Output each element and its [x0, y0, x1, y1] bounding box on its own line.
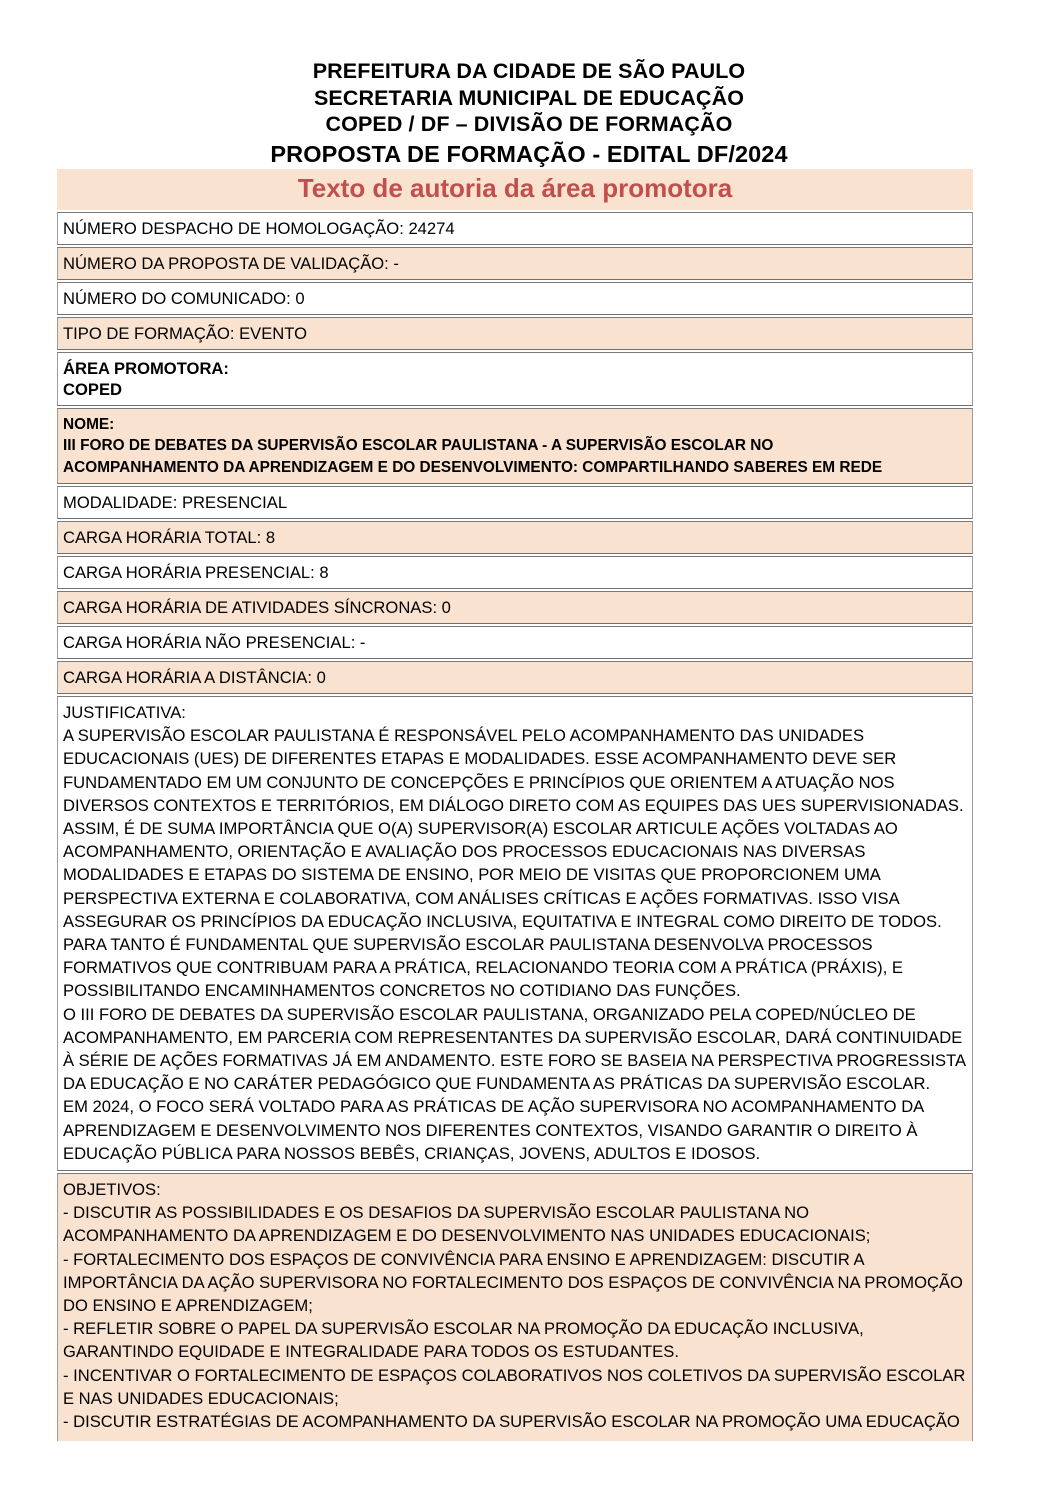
- header-line-proposta: PROPOSTA DE FORMAÇÃO - EDITAL DF/2024: [270, 140, 788, 167]
- document-header: [0, 0, 1058, 169]
- authorship-banner-text: Texto de autoria da área promotora: [297, 172, 733, 203]
- field-area-promotora-label: ÁREA PROMOTORA:: [63, 358, 229, 378]
- field-tipo-formacao: [57, 317, 973, 350]
- justificativa-paragraph-1: A SUPERVISÃO ESCOLAR PAULISTANA É RESPONSÁVEL PELO ACOMPANHAMENTO DAS UNIDADES EDUCACIONAIS (UES) DE DIFERENTES ETAPAS E MODALIDADES. ESSE ACOMPANHAMENTO DEVE SER FUNDAMENTADO EM UM CONJUNTO DE CONCEPÇÕES E PRINCÍPIOS QUE ORIENTEM A ATUAÇÃO NOS DIVERSOS CONTEXTOS E TERRITÓRIOS, EM DIÁLOGO DIRETO COM AS EQUIPES DAS UES SUPERVISIONADAS. ASSIM, É DE SUMA IMPORTÂNCIA QUE O(A) SUPERVISOR(A) ESCOLAR ARTICULE AÇÕES VOLTADAS AO ACOMPANHAMENTO, ORIENTAÇÃO E AVALIAÇÃO DOS PROCESSOS EDUCACIONAIS NAS DIVERSAS MODALIDADES E ETAPAS DO SISTEMA DE ENSINO, POR MEIO DE VISITAS QUE PROPORCIONEM UMA PERSPECTIVA EXTERNA E COLABORATIVA, COM ANÁLISES CRÍTICAS E AÇÕES FORMATIVAS. ISSO VISA ASSEGURAR OS PRINCÍPIOS DA EDUCAÇÃO INCLUSIVA, EQUITATIVA E INTEGRAL COMO DIREITO DE TODOS. PARA TANTO É FUNDAMENTAL QUE SUPERVISÃO ESCOLAR PAULISTANA DESENVOLVA PROCESSOS FORMATIVOS QUE CONTRIBUAM PARA A PRÁTICA, RELACIONANDO TEORIA COM A PRÁTICA (PRÁXIS), E POSSIBILITANDO ENCAMINHAMENTOS CONCRETOS NO COTIDIANO DAS FUNÇÕES.: [63, 726, 968, 1001]
- objetivos-item-2: - FORTALECIMENTO DOS ESPAÇOS DE CONVIVÊNCIA PARA ENSINO E APRENDIZAGEM: DISCUTIR A IMPORTÂNCIA DA AÇÃO SUPERVISORA NO FORTALECIMENTO DOS ESPAÇOS DE CONVIVÊNCIA NA PROMOÇÃO DO ENSINO E APRENDIZAGEM;: [63, 1249, 968, 1316]
- field-area-promotora: [57, 352, 973, 406]
- field-carga-horaria-presencial-text: CARGA HORÁRIA PRESENCIAL: 8: [63, 563, 329, 582]
- field-carga-horaria-distancia: [57, 661, 973, 694]
- justificativa-paragraph-2: O III FORO DE DEBATES DA SUPERVISÃO ESCOLAR PAULISTANA, ORGANIZADO PELA COPED/NÚCLEO DE ACOMPANHAMENTO, EM PARCERIA COM REPRESENTANTES DA SUPERVISÃO ESCOLAR, DARÁ CONTINUIDADE À SÉRIE DE AÇÕES FORMATIVAS JÁ EM ANDAMENTO. ESTE FORO SE BASEIA NA PERSPECTIVA PROGRESSISTA DA EDUCAÇÃO E NO CARÁTER PEDAGÓGICO QUE FUNDAMENTA AS PRÁTICAS DA SUPERVISÃO ESCOLAR.: [63, 1004, 970, 1094]
- header-line-secretaria: SECRETARIA MUNICIPAL DE EDUCAÇÃO: [313, 85, 745, 110]
- objetivos-item-3: - REFLETIR SOBRE O PAPEL DA SUPERVISÃO ESCOLAR NA PROMOÇÃO DA EDUCAÇÃO INCLUSIVA, GARANTINDO EQUIDADE E INTEGRALIDADE PARA TODOS OS ESTUDANTES.: [63, 1319, 869, 1362]
- field-nome-label: NOME:: [63, 415, 115, 433]
- field-modalidade: [57, 486, 973, 519]
- field-carga-horaria-nao-presencial: [57, 626, 973, 659]
- field-carga-horaria-presencial: [57, 556, 973, 589]
- field-despacho-homologacao-text: NÚMERO DESPACHO DE HOMOLOGAÇÃO: 24274: [63, 218, 455, 238]
- section-justificativa: [57, 696, 973, 1171]
- field-carga-horaria-distancia-text: CARGA HORÁRIA A DISTÂNCIA: 0: [63, 668, 326, 687]
- objetivos-item-4: - INCENTIVAR O FORTALECIMENTO DE ESPAÇOS COLABORATIVOS NOS COLETIVOS DA SUPERVISÃO ESCOLAR E NAS UNIDADES EDUCACIONAIS;: [63, 1365, 971, 1408]
- field-carga-horaria-nao-presencial-text: CARGA HORÁRIA NÃO PRESENCIAL: -: [63, 633, 366, 652]
- field-nome-value-line1: III FORO DE DEBATES DA SUPERVISÃO ESCOLAR PAULISTANA - A SUPERVISÃO ESCOLAR NO: [63, 437, 774, 454]
- field-proposta-validacao: [57, 247, 973, 280]
- field-proposta-validacao-text: NÚMERO DA PROPOSTA DE VALIDAÇÃO: -: [63, 253, 399, 273]
- field-carga-horaria-total-text: CARGA HORÁRIA TOTAL: 8: [63, 528, 276, 547]
- authorship-banner: [57, 169, 973, 210]
- field-despacho-homologacao: [57, 212, 973, 245]
- field-area-promotora-value: COPED: [63, 379, 123, 399]
- field-nome: [57, 408, 973, 485]
- objetivos-item-5: - DISCUTIR ESTRATÉGIAS DE ACOMPANHAMENTO DA SUPERVISÃO ESCOLAR NA PROMOÇÃO UMA EDUCAÇÃO: [63, 1412, 960, 1432]
- header-line-coped: COPED / DF – DIVISÃO DE FORMAÇÃO: [325, 112, 733, 136]
- field-numero-comunicado: [57, 282, 973, 315]
- section-objetivos: [57, 1173, 973, 1441]
- justificativa-label: JUSTIFICATIVA:: [63, 703, 186, 722]
- objetivos-label: OBJETIVOS:: [63, 1180, 161, 1200]
- field-numero-comunicado-text: NÚMERO DO COMUNICADO: 0: [63, 288, 305, 308]
- field-tipo-formacao-text: TIPO DE FORMAÇÃO: EVENTO: [63, 323, 308, 343]
- field-carga-horaria-sincronas: [57, 591, 973, 624]
- page-bottom-margin: [0, 1441, 1058, 1487]
- field-carga-horaria-total: [57, 521, 973, 554]
- field-carga-horaria-sincronas-text: CARGA HORÁRIA DE ATIVIDADES SÍNCRONAS: 0: [63, 598, 451, 617]
- objetivos-item-1: - DISCUTIR AS POSSIBILIDADES E OS DESAFIOS DA SUPERVISÃO ESCOLAR PAULISTANA NO ACOMPANHAMENTO DA APRENDIZAGEM E DO DESENVOLVIMENTO NAS UNIDADES EDUCACIONAIS;: [63, 1203, 871, 1246]
- header-line-prefeitura: PREFEITURA DA CIDADE DE SÃO PAULO: [312, 59, 746, 83]
- field-nome-value-line2: ACOMPANHAMENTO DA APRENDIZAGEM E DO DESENVOLVIMENTO: COMPARTILHANDO SABERES EM REDE: [63, 458, 883, 476]
- justificativa-paragraph-3: EM 2024, O FOCO SERÁ VOLTADO PARA AS PRÁTICAS DE AÇÃO SUPERVISORA NO ACOMPANHAMENTO DA APRENDIZAGEM E DESENVOLVIMENTO NOS DIFERENTES CONTEXTOS, VISANDO GARANTIR O DIREITO À EDUCAÇÃO PÚBLICA PARA NOSSOS BEBÊS, CRIANÇAS, JOVENS, ADULTOS E IDOSOS.: [63, 1097, 928, 1163]
- field-modalidade-text: MODALIDADE: PRESENCIAL: [63, 493, 288, 512]
